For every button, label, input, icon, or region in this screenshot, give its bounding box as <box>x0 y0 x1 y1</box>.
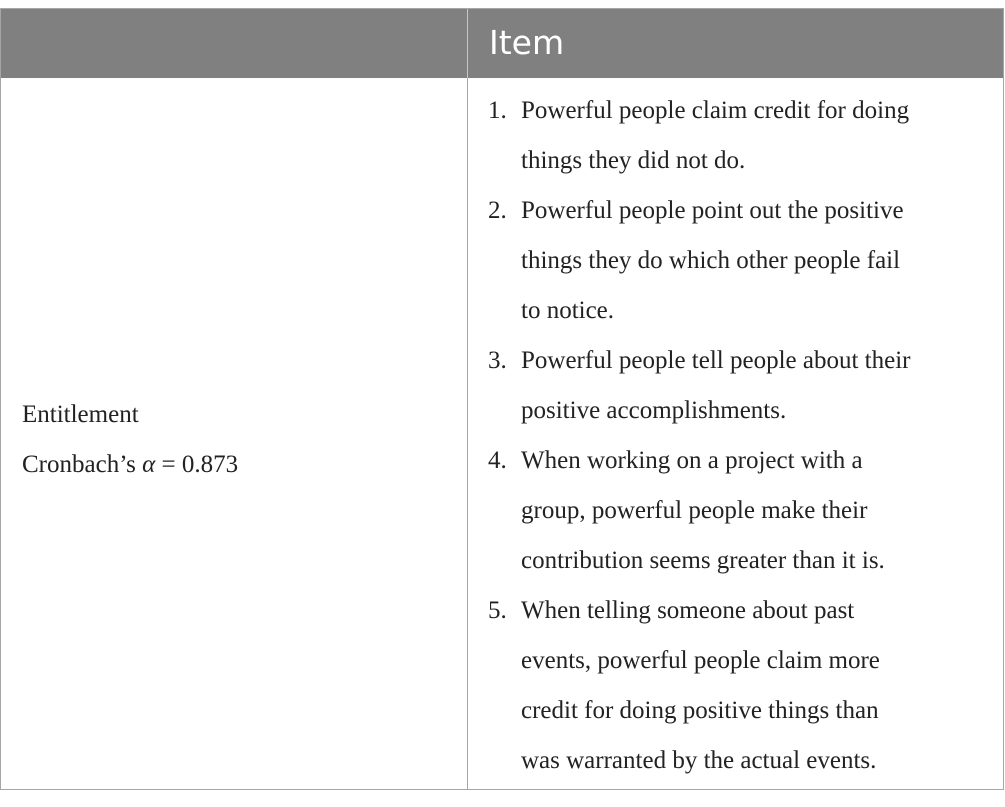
item-text-line: events, powerful people claim more <box>521 647 880 674</box>
items-cell <box>468 78 1003 789</box>
list-item <box>488 186 988 336</box>
item-text-line: group, powerful people make their <box>521 497 868 524</box>
item-text-line: When telling someone about past <box>521 597 855 624</box>
list-item <box>488 336 988 436</box>
list-item <box>488 586 988 786</box>
item-number: 1. <box>488 97 507 124</box>
item-list <box>488 86 988 786</box>
item-text-line: contribution seems greater than it is. <box>521 547 885 574</box>
item-text-line: things they do which other people fail <box>521 247 901 274</box>
item-number: 3. <box>488 347 507 374</box>
alpha-symbol: α <box>142 451 156 478</box>
construct-name: Entitlement <box>22 401 139 428</box>
reliability-value: = 0.873 <box>155 451 239 478</box>
reliability-prefix: Cronbach’s <box>22 451 143 478</box>
header-cell-construct <box>1 9 467 78</box>
item-text-line: things they did not do. <box>521 147 746 174</box>
reliability-text <box>22 440 238 490</box>
item-text-line: Powerful people tell people about their <box>521 347 911 374</box>
data-table <box>0 8 1004 790</box>
item-text-line: was warranted by the actual events. <box>521 747 877 774</box>
construct-block <box>22 390 238 490</box>
item-text-line: to notice. <box>521 297 615 324</box>
item-text-line: Powerful people claim credit for doing <box>521 97 910 124</box>
item-number: 4. <box>488 447 507 474</box>
item-text-line: credit for doing positive things than <box>521 697 879 724</box>
list-item <box>488 86 988 186</box>
item-number: 2. <box>488 197 507 224</box>
item-text-line: When working on a project with a <box>521 447 863 474</box>
item-number: 5. <box>488 597 507 624</box>
list-item <box>488 436 988 586</box>
header-item-label: Item <box>489 23 565 62</box>
construct-cell <box>1 78 467 789</box>
item-text-line: Powerful people point out the positive <box>521 197 904 224</box>
header-cell-item <box>468 9 1003 78</box>
item-text-line: positive accomplishments. <box>521 397 787 424</box>
table-header-row <box>1 9 1003 78</box>
